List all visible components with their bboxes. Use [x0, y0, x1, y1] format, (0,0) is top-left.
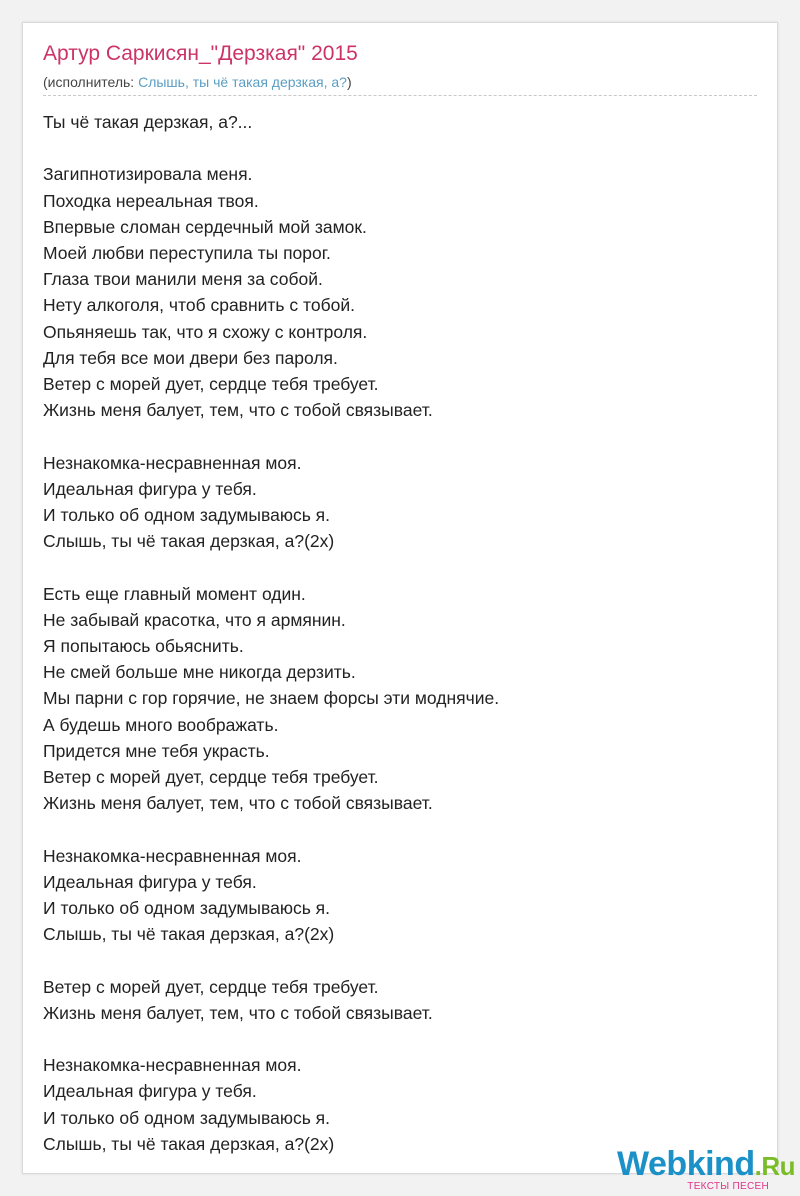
- lyric-line: Нету алкоголя, чтоб сравнить с тобой.: [43, 295, 355, 316]
- lyric-line: Походка нереальная твоя.: [43, 190, 259, 211]
- artist-link[interactable]: Слышь, ты чё такая дерзкая, а?: [138, 74, 347, 90]
- lyric-line: Слышь, ты чё такая дерзкая, а?(2х): [43, 924, 335, 945]
- lyric-line: Слышь, ты чё такая дерзкая, а?(2х): [43, 531, 335, 552]
- lyric-line: Незнакомка-несравненная моя.: [43, 452, 302, 473]
- lyric-line: Загипнотизировала меня.: [43, 164, 253, 185]
- lyric-line: Впервые сломан сердечный мой замок.: [43, 216, 367, 237]
- lyric-line: Для тебя все мои двери без пароля.: [43, 347, 338, 368]
- stanza: [43, 450, 499, 555]
- lyric-line: Идеальная фигура у тебя.: [43, 478, 257, 499]
- stanza: [43, 1052, 499, 1157]
- artist-line: [43, 74, 352, 90]
- lyric-line: Мы парни с гор горячие, не знаем форсы эти моднячие.: [43, 688, 500, 709]
- lyric-line: И только об одном задумываюсь я.: [43, 505, 331, 526]
- stanza: [43, 974, 499, 1026]
- lyric-line: Незнакомка-несравненная моя.: [43, 845, 302, 866]
- lyric-line: Слышь, ты чё такая дерзкая, а?(2х): [43, 1133, 335, 1154]
- webkind-logo[interactable]: [617, 1147, 795, 1192]
- stanza: [43, 109, 499, 135]
- lyric-line: Не забывай красотка, что я армянин.: [43, 609, 346, 630]
- lyric-line: Жизнь меня балует, тем, что с тобой связывает.: [43, 1002, 433, 1023]
- lyrics-text: [43, 109, 499, 1183]
- lyric-line: Идеальная фигура у тебя.: [43, 1081, 257, 1102]
- logo-wordmark: [617, 1147, 795, 1183]
- lyrics-card: [22, 22, 778, 1174]
- lyric-line: А будешь много воображать.: [43, 714, 279, 735]
- logo-tagline: ТЕКСТЫ ПЕСЕН: [687, 1181, 769, 1192]
- lyric-line: И только об одном задумываюсь я.: [43, 1107, 331, 1128]
- lyric-line: Ветер с морей дует, сердце тебя требует.: [43, 374, 379, 395]
- lyric-line: Придется мне тебя украсть.: [43, 740, 270, 761]
- lyric-line: Жизнь меня балует, тем, что с тобой связывает.: [43, 400, 433, 421]
- lyric-line: Я попытаюсь обьяснить.: [43, 636, 244, 657]
- lyric-line: Ты чё такая дерзкая, а?...: [43, 112, 253, 132]
- lyric-line: Не смей больше мне никогда дерзить.: [43, 662, 356, 683]
- divider: [43, 95, 757, 96]
- lyric-line: Жизнь меня балует, тем, что с тобой связывает.: [43, 793, 433, 814]
- logo-web: Web: [617, 1145, 687, 1183]
- lyric-line: Есть еще главный момент один.: [43, 583, 306, 604]
- lyric-line: Ветер с морей дует, сердце тебя требует.: [43, 767, 379, 788]
- lyric-line: Ветер с морей дует, сердце тебя требует.: [43, 976, 379, 997]
- lyric-line: Незнакомка-несравненная моя.: [43, 1055, 302, 1076]
- lyric-line: И только об одном задумываюсь я.: [43, 898, 331, 919]
- lyric-line: Идеальная фигура у тебя.: [43, 871, 257, 892]
- page-title: Артур Саркисян_"Дерзкая" 2015: [43, 42, 358, 65]
- artist-prefix: (исполнитель:: [43, 74, 139, 90]
- logo-ru: .Ru: [754, 1151, 795, 1181]
- lyric-line: Моей любви переступила ты порог.: [43, 243, 331, 263]
- lyric-line: Глаза твои манили меня за собой.: [43, 269, 323, 290]
- stanza: [43, 161, 499, 423]
- stanza: [43, 581, 499, 817]
- stanza: [43, 843, 499, 948]
- lyric-line: Опьяняешь так, что я схожу с контроля.: [43, 321, 368, 342]
- logo-kind: kind: [686, 1145, 755, 1183]
- artist-suffix: ): [346, 74, 352, 90]
